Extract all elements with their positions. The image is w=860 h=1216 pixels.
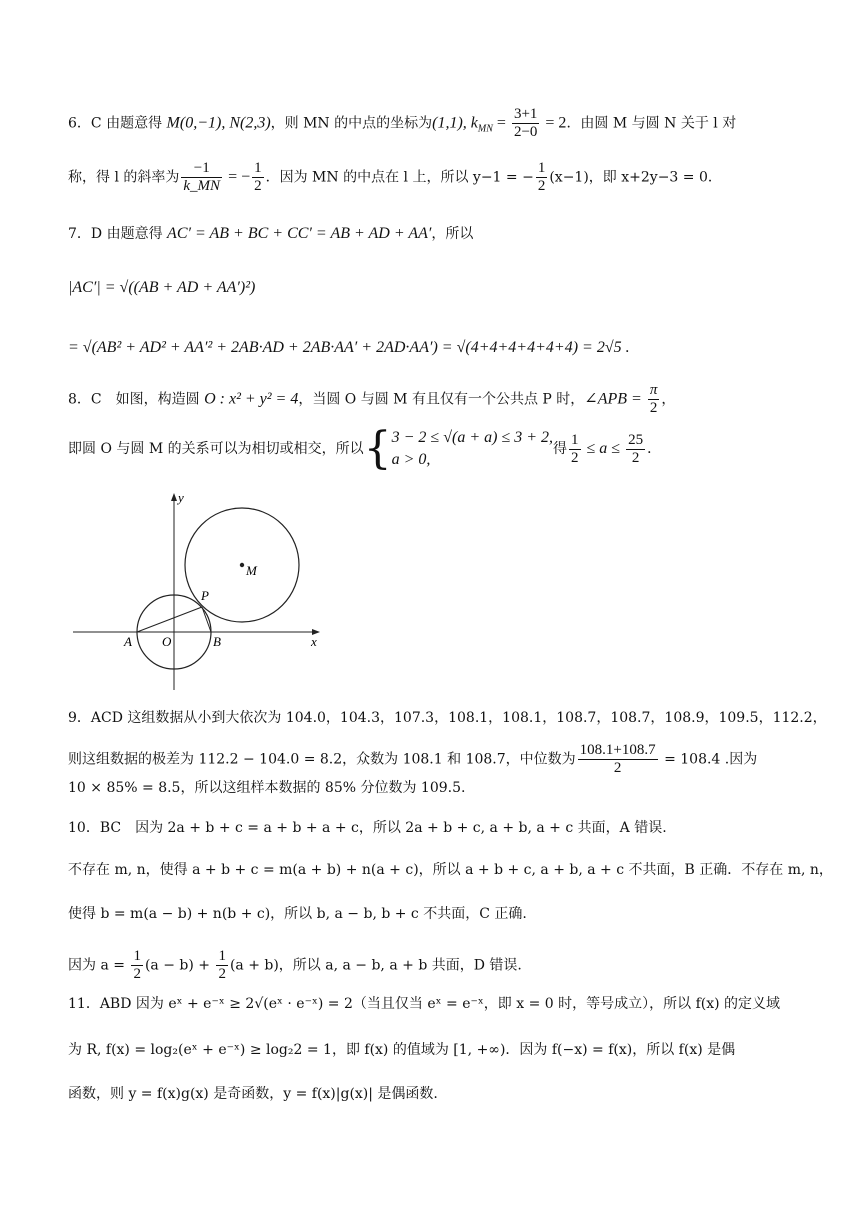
q11-text: 为 R, f(x) = log₂(eˣ + e⁻ˣ) ≥ log₂2 = 1，即 f(x) 的值域为 [1, +∞)．因为 f(−x) = f(x)，所以 f(x) 是偶 <box>68 1042 736 1058</box>
q8-system-row2: a > 0, <box>391 451 431 468</box>
q6-eq: = − <box>224 168 251 186</box>
q10-line4 <box>68 948 522 983</box>
fraction-denominator: 2 <box>218 966 226 982</box>
q8-line1 <box>68 382 675 417</box>
q9-median-fraction <box>578 742 658 777</box>
q11-line3 <box>68 1084 438 1104</box>
q6-half-fraction-2 <box>536 160 548 195</box>
q9-line1 <box>68 708 827 728</box>
fraction-numerator: 108.1+108.7 <box>579 742 656 758</box>
q6-text: ，则 MN 的中点的坐标为 <box>270 115 433 132</box>
fraction-numerator: −1 <box>193 160 210 176</box>
q8-circle-eq: O : x² + y² = 4 <box>204 390 299 408</box>
q10-half-fraction-2 <box>216 948 228 983</box>
q8-text: ， <box>661 391 676 408</box>
q6-points: M(0,−1), N(2,3) <box>166 114 271 132</box>
segment-pb <box>202 607 211 632</box>
q6-neg-recip-fraction <box>181 160 222 195</box>
fraction-denominator: 2 <box>648 399 660 417</box>
q11-text: 函数，则 y = f(x)g(x) 是奇函数，y = f(x)|g(x)| 是偶函数. <box>68 1086 438 1102</box>
label-m: M <box>246 563 257 578</box>
q6-slope-fraction <box>512 106 539 141</box>
label-p: P <box>201 588 209 603</box>
label-x: x <box>311 634 317 649</box>
q10-half-fraction <box>131 948 143 983</box>
q10-text: (a + b)，所以 a, a − b, a + b 共面，D 错误. <box>229 957 522 974</box>
fraction-denominator: 2 <box>254 178 262 194</box>
fraction-numerator: 1 <box>537 160 546 176</box>
label-o: O <box>162 634 172 649</box>
q8-text: ． <box>647 441 662 457</box>
fraction-numerator: π <box>649 382 658 398</box>
q8-text: ，当圆 O 与圆 M 有且仅有一个公共点 P 时， <box>298 391 585 408</box>
fraction-numerator: 1 <box>254 160 262 176</box>
q8-upper-fraction <box>626 432 645 467</box>
q10-text: 因为 a = <box>68 957 130 974</box>
q8-lower-fraction <box>569 432 581 467</box>
q10-line1 <box>68 818 667 838</box>
q10-line3 <box>68 904 527 924</box>
q8-text: 8．C 如图，构造圆 <box>68 391 205 408</box>
q9-text: 9．ACD 这组数据从小到大依次为 104.0，104.3，107.3，108.1，108.1，108.7，108.7，108.9，109.5，112.2， <box>68 710 827 726</box>
label-a: A <box>124 634 132 649</box>
q7-text: 7．D 由题意得 <box>68 226 168 242</box>
q6-text: (x−1)，即 x+2y−3 = 0． <box>549 169 722 186</box>
q8-pi-fraction <box>648 382 660 417</box>
q7-vector-sum: AC′ = AB + BC + CC′ = AB + AD + AA′ <box>167 225 432 242</box>
q9-line3 <box>68 778 465 798</box>
fraction-numerator: 1 <box>218 948 226 964</box>
center-m-dot <box>240 563 244 567</box>
fraction-numerator: 1 <box>571 431 579 448</box>
q6-sub: MN <box>477 123 493 135</box>
fraction-denominator: 2−0 <box>513 124 538 140</box>
q11-line1 <box>68 994 780 1014</box>
circle-figure <box>68 490 328 692</box>
q6-half-fraction <box>252 160 264 195</box>
q7-line3 <box>68 338 630 358</box>
q7-text: ，所以 <box>431 226 474 242</box>
fraction-denominator: 2 <box>571 449 579 466</box>
fraction-denominator: 2 <box>537 178 546 194</box>
q9-line2 <box>68 742 757 777</box>
q8-line2 <box>68 424 661 474</box>
q11-text: 11．ABD 因为 eˣ + e⁻ˣ ≥ 2√(eˣ · e⁻ˣ) = 2（当且仅当 eˣ = e⁻ˣ，即 x = 0 时，等号成立），所以 f(x) 的定义域 <box>68 996 781 1012</box>
q9-text: 10 × 85% = 8.5，所以这组样本数据的 85% 分位数为 109.5. <box>68 780 466 796</box>
fraction-denominator: 2 <box>133 966 141 982</box>
fraction-numerator: 3+1 <box>513 106 538 122</box>
fraction-denominator: k_MN <box>183 178 221 194</box>
q6-text: ．因为 MN 的中点在 l 上，所以 y−1 = − <box>265 169 534 186</box>
fraction-denominator: 2 <box>626 449 645 467</box>
q10-line2 <box>68 860 833 880</box>
segment-ap <box>137 607 202 632</box>
q10-text: 使得 b = m(a − b) + n(b + c)，所以 b, a − b, b + c 不共面，C 正确. <box>68 906 527 922</box>
y-axis-arrow <box>171 493 177 501</box>
fraction-numerator: 1 <box>133 948 141 964</box>
q8-system <box>392 427 553 471</box>
q6-text: 6．C 由题意得 <box>68 115 167 132</box>
q7-line2 <box>68 278 255 298</box>
q6-result: = 2 <box>541 114 567 132</box>
q8-brace: { <box>363 423 392 474</box>
q7-line1 <box>68 224 473 244</box>
label-b: B <box>213 634 221 649</box>
q8-system-row1: 3 − 2 ≤ √(a + a) ≤ 3 + 2, <box>391 429 554 446</box>
q6-midpoint: (1,1), k <box>432 114 478 132</box>
q6-line1 <box>68 106 736 141</box>
q10-text: (a − b) + <box>144 957 215 974</box>
q7-result: = √(AB² + AD² + AA′² + 2AB·AD + 2AB·AA′ + 2AD·AA′) = √(4+4+4+4+4+4) = 2√5 . <box>68 339 630 356</box>
fraction-numerator: 25 <box>628 431 644 448</box>
q11-line2 <box>68 1040 735 1060</box>
q10-text: 不存在 m, n，使得 a + b + c = m(a + b) + n(a + c)，所以 a + b + c, a + b, a + c 不共面，B 正确．不存在 m, n， <box>68 862 833 878</box>
fraction-denominator: 2 <box>578 759 658 777</box>
q6-text: 称，得 l 的斜率为 <box>68 169 180 186</box>
q8-text: 得 <box>553 441 568 457</box>
q8-text: 即圆 O 与圆 M 的关系可以为相切或相交，所以 <box>68 441 364 457</box>
q9-text: 则这组数据的极差为 112.2 − 104.0 = 8.2，众数为 108.1 和 108.7，中位数为 <box>68 751 576 768</box>
q6-eq: = <box>492 114 510 132</box>
label-y: y <box>178 490 184 505</box>
q10-text: 10．BC 因为 2a + b + c = a + b + a + c，所以 2a + b + c, a + b, a + c 共面，A 错误. <box>68 820 667 836</box>
q9-text: = 108.4 .因为 <box>659 751 758 768</box>
q6-line2 <box>68 160 722 195</box>
q8-angle: ∠APB = <box>584 390 646 408</box>
q7-magnitude: |AC′| = √((AB + AD + AA′)²) <box>68 279 256 296</box>
q8-inequality: ≤ a ≤ <box>582 440 625 457</box>
q6-text: ．由圆 M 与圆 N 关于 l 对 <box>566 115 737 132</box>
